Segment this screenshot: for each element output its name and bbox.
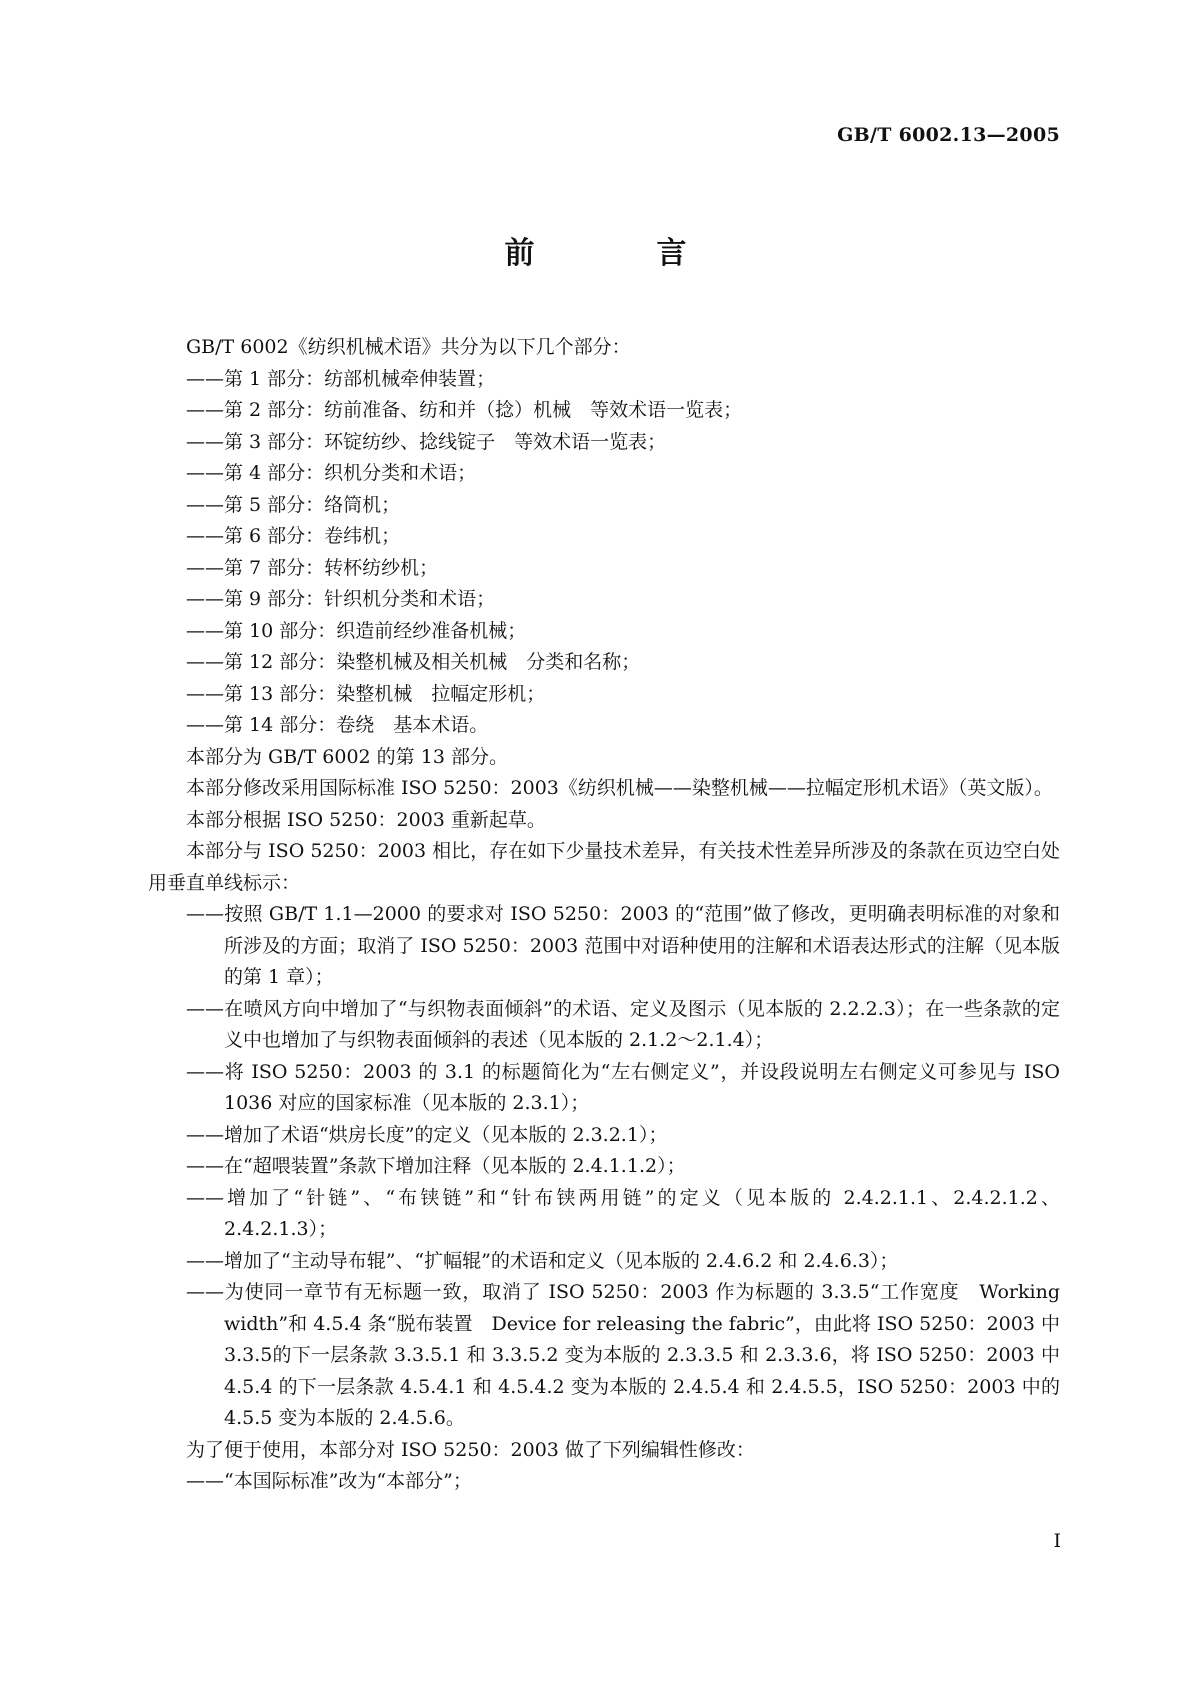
parts-list <box>148 364 1060 742</box>
page-number: I <box>1053 1530 1061 1552</box>
redrafted-paragraph: 本部分根据 ISO 5250：2003 重新起草。 <box>186 808 546 831</box>
part-of-paragraph: 本部分为 GB/T 6002 的第 13 部分。 <box>186 745 508 768</box>
standard-number: GB/T 6002.13—2005 <box>837 124 1060 146</box>
list-item: ——第 3 部分：环锭纺纱、捻线锭子 等效术语一览表； <box>186 430 667 453</box>
list-item: ——第 7 部分：转杯纺纱机； <box>186 556 439 579</box>
list-item: ——第 12 部分：染整机械及相关机械 分类和名称； <box>186 651 641 673</box>
list-item: ——按照 GB/T 1.1—2000 的要求对 ISO 5250：2003 的“范围”做了修改，更明确表明标准的对象和所涉及的方面；取消了 ISO 5250：2003 范围中对语种使用的注解和术语表达形式的注解（见本版的第 1 章）； <box>186 903 1060 988</box>
document-body <box>148 332 1060 1498</box>
intro-paragraph: GB/T 6002《纺织机械术语》共分为以下几个部分： <box>186 336 631 358</box>
list-item: ——第 2 部分：纺前准备、纺和并（捻）机械 等效术语一览表； <box>186 399 743 421</box>
list-item: ——增加了术语“烘房长度”的定义（见本版的 2.3.2.1）； <box>186 1123 668 1146</box>
list-item: ——在“超喂装置”条款下增加注释（见本版的 2.4.1.1.2）； <box>186 1155 686 1177</box>
list-item: ——第 6 部分：卷纬机； <box>186 525 401 547</box>
list-item: ——在喷风方向中增加了“与织物表面倾斜”的术语、定义及图示（见本版的 2.2.2.3）；在一些条款的定义中也增加了与织物表面倾斜的表述（见本版的 2.1.2～2.1.4）； <box>186 997 1060 1051</box>
list-item: ——第 9 部分：针织机分类和术语； <box>186 588 496 610</box>
list-item: ——将 ISO 5250：2003 的 3.1 的标题简化为“左右侧定义”，并设段说明左右侧定义可参见与 ISO 1036 对应的国家标准（见本版的 2.3.1）； <box>186 1060 1060 1114</box>
page-title: 前 言 <box>504 236 733 271</box>
differences-list <box>148 899 1060 1435</box>
editorial-list <box>148 1466 1060 1498</box>
differences-paragraph: 本部分与 ISO 5250：2003 相比，存在如下少量技术差异，有关技术性差异所涉及的条款在页边空白处用垂直单线标示： <box>148 840 1060 894</box>
list-item: ——第 14 部分：卷绕 基本术语。 <box>186 714 489 736</box>
list-item: ——第 1 部分：纺部机械牵伸装置； <box>186 367 496 390</box>
modified-adoption-paragraph: 本部分修改采用国际标准 ISO 5250：2003《纺织机械——染整机械——拉幅定形机术语》（英文版）。 <box>186 777 1053 799</box>
list-item: ——增加了“主动导布辊”、“扩幅辊”的术语和定义（见本版的 2.4.6.2 和 2.4.6.3）； <box>186 1249 899 1272</box>
list-item: ——第 10 部分：织造前经纱准备机械； <box>186 619 527 642</box>
list-item: ——第 13 部分：染整机械 拉幅定形机； <box>186 682 546 705</box>
list-item: ——为使同一章节有无标题一致，取消了 ISO 5250：2003 作为标题的 3.3.5“工作宽度 Working width”和 4.5.4 条“脱布装置 Device for releasing the fabric”，由此将 ISO 5250：2003 中 3.3.5的下一层条款 3.3.5.1 和 3.3.5.2 变为本版的 2.3.3.5 和 2.3.3.6，将 ISO 5250：2003 中 4.5.4 的下一层条款 4.5.4.1 和 4.5.4.2 变为本版的 2.4.5.4 和 2.4.5.5，ISO 5250：2003 中的 4.5.5 变为本版的 2.4.5.6。 <box>186 1281 1060 1429</box>
list-item: ——第 4 部分：织机分类和术语； <box>186 462 477 484</box>
list-item: ——增加了“针链”、“布铗链”和“针布铗两用链”的定义（见本版的 2.4.2.1.1、2.4.2.1.2、2.4.2.1.3）； <box>186 1186 1060 1240</box>
list-item: ——第 5 部分：络筒机； <box>186 493 401 516</box>
list-item: ——“本国际标准”改为“本部分”； <box>186 1470 472 1492</box>
editorial-paragraph: 为了便于使用，本部分对 ISO 5250：2003 做了下列编辑性修改： <box>186 1438 755 1461</box>
